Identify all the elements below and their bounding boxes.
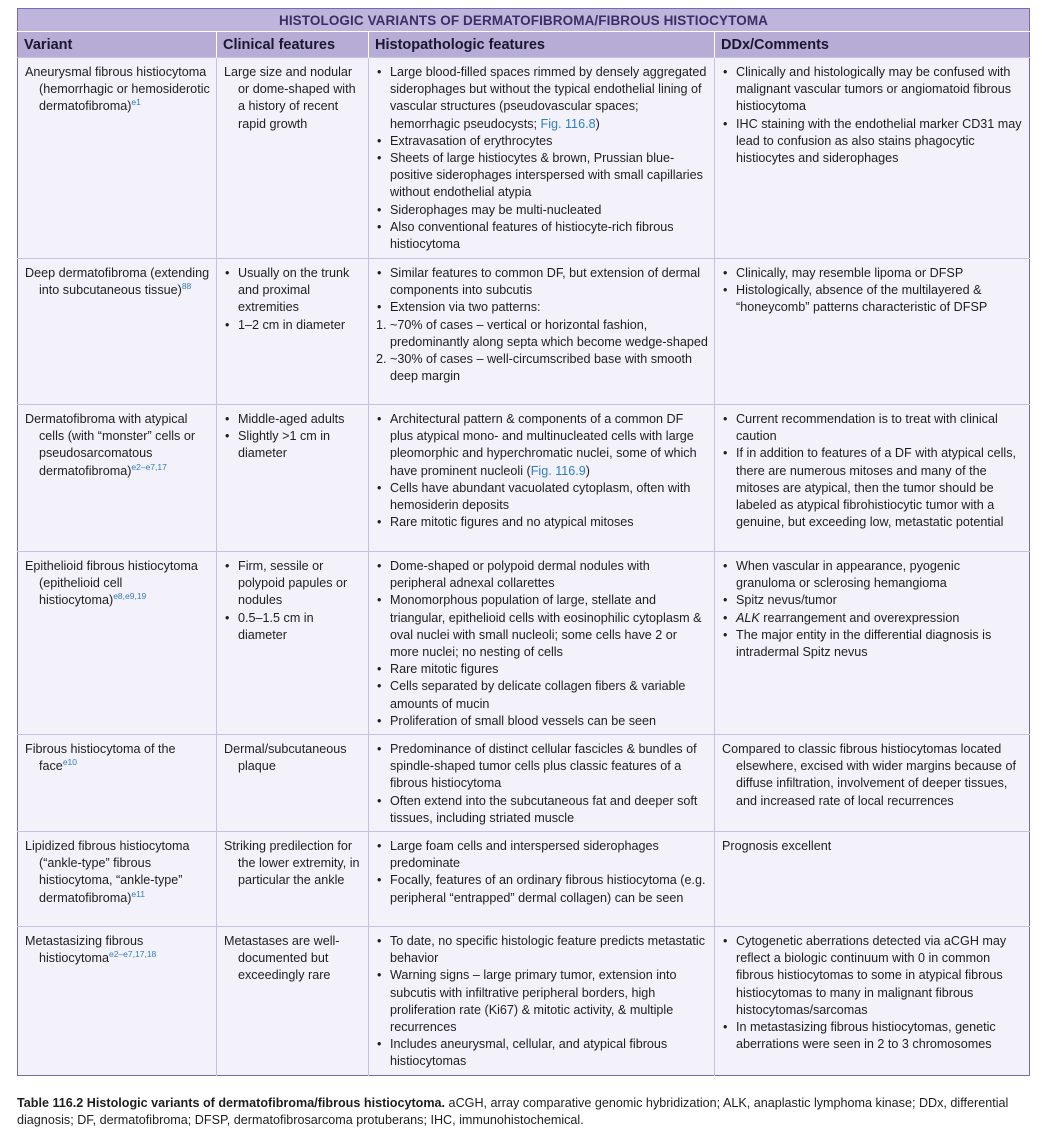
list-item: • Extravasation of erythrocytes	[376, 133, 708, 150]
bullet-list	[722, 558, 1023, 661]
bullet-list	[376, 411, 708, 531]
bullet-list	[376, 933, 708, 1071]
list-item: • Cells separated by delicate collagen fibers & variable amounts of mucin	[376, 678, 708, 712]
ddx-cell	[715, 552, 1030, 735]
list-item: • Siderophages may be multi-nucleated	[376, 202, 708, 219]
ddx-cell	[715, 927, 1030, 1076]
list-item: • Extension via two patterns:	[376, 299, 708, 316]
list-item: • 1–2 cm in diameter	[224, 317, 362, 334]
list-item: • IHC staining with the endothelial marker CD31 may lead to confusion as also stains phagocytic histiocytes and siderophages	[722, 116, 1023, 168]
list-item: • In metastasizing fibrous histiocytomas, genetic aberrations were seen in 2 to 3 chromosomes	[722, 1019, 1023, 1053]
ddx-cell	[715, 58, 1030, 259]
ddx-cell: Prognosis excellent	[715, 832, 1030, 927]
list-item: • Current recommendation is to treat with clinical caution	[722, 411, 1023, 445]
list-item: • Cells have abundant vacuolated cytoplasm, often with hemosiderin deposits	[376, 480, 708, 514]
list-item: • Monomorphous population of large, stellate and triangular, epithelioid cells with eosinophilic cytoplasm & oval nuclei with small nucleoli; some cells have 2 or more nuclei; no nesting of cells	[376, 592, 708, 661]
list-item: • Focally, features of an ordinary fibrous histiocytoma (e.g. peripheral “entrapped” dermal collagen) can be seen	[376, 872, 708, 906]
table-row	[18, 735, 1030, 832]
list-item: • Clinically and histologically may be confused with malignant vascular tumors or angiomatoid fibrous histiocytoma	[722, 64, 1023, 116]
table-title: HISTOLOGIC VARIANTS OF DERMATOFIBROMA/FIBROUS HISTIOCYTOMA	[18, 9, 1030, 32]
table-container	[17, 8, 1029, 1076]
table-row	[18, 927, 1030, 1076]
reference-superscript: e10	[62, 757, 77, 768]
clinical-cell	[217, 405, 369, 552]
bullet-list	[224, 558, 362, 644]
bullet-list	[224, 265, 362, 334]
bullet-list	[224, 411, 362, 463]
reference-superscript: 88	[181, 281, 192, 292]
header-ddx: DDx/Comments	[715, 32, 1030, 58]
ddx-cell: Compared to classic fibrous histiocytomas located elsewhere, excised with wider margins because of diffuse infiltration, involvement of deeper tissues, and increased rate of local recurrences	[715, 735, 1030, 832]
bullet-list	[376, 265, 708, 317]
table-row	[18, 58, 1030, 259]
list-item: • Similar features to common DF, but extension of dermal components into subcutis	[376, 265, 708, 299]
list-item: • Slightly >1 cm in diameter	[224, 428, 362, 462]
list-item: • Large blood-filled spaces rimmed by densely aggregated siderophages but without the typical endothelial lining of vascular structures (pseudovascular spaces; hemorrhagic pseudocysts; Fig. 116.8)	[376, 64, 708, 133]
figure-link[interactable]: Fig. 116.8	[540, 116, 596, 131]
bullet-list	[376, 64, 708, 253]
list-item: • 0.5–1.5 cm in diameter	[224, 610, 362, 644]
clinical-cell: Large size and nodular or dome-shaped with a history of recent rapid growth	[217, 58, 369, 259]
header-histopathologic: Histopathologic features	[369, 32, 715, 58]
list-item: • Dome-shaped or polypoid dermal nodules with peripheral adnexal collarettes	[376, 558, 708, 592]
list-item: • Cytogenetic aberrations detected via aCGH may reflect a biologic continuum with 0 in common fibrous histiocytomas to some in atypical fibrous histiocytomas to many in malignant fibrous histocytomas/sarcomas	[722, 933, 1023, 1019]
list-item: • Clinically, may resemble lipoma or DFSP	[722, 265, 1023, 282]
clinical-cell	[217, 259, 369, 405]
bullet-list	[722, 64, 1023, 167]
list-item: • Usually on the trunk and proximal extremities	[224, 265, 362, 317]
histopathologic-cell	[369, 552, 715, 735]
header-row	[18, 32, 1030, 58]
ddx-cell	[715, 405, 1030, 552]
list-item: • Often extend into the subcutaneous fat and deeper soft tissues, including striated muscle	[376, 793, 708, 827]
list-item: • The major entity in the differential diagnosis is intradermal Spitz nevus	[722, 627, 1023, 661]
list-item: • ALK rearrangement and overexpression	[722, 610, 1023, 627]
caption-text: aCGH, array comparative genomic hybridization; ALK, anaplastic lymphoma kinase; DDx, differential diagnosis; DF, dermatofibroma; DFSP, dermatofibrosarcoma protuberans; IHC, immunohistochemical.	[17, 1096, 1009, 1127]
numbered-list	[376, 317, 708, 386]
clinical-cell: Metastases are well-documented but exceedingly rare	[217, 927, 369, 1076]
variant-cell: Deep dermatofibroma (extending into subcutaneous tissue)$^{88}$	[25, 266, 210, 298]
list-item: • Sheets of large histiocytes & brown, Prussian blue-positive siderophages interspersed with small capillaries without endothelial atypia	[376, 150, 708, 202]
bullet-list	[376, 741, 708, 827]
list-item: 1. ~70% of cases – vertical or horizontal fashion, predominantly along septa which become wedge-shaped	[376, 317, 708, 351]
table-row	[18, 259, 1030, 405]
header-variant: Variant	[18, 32, 217, 58]
bullet-list	[722, 933, 1023, 1053]
variant-cell: Aneurysmal fibrous histiocytoma (hemorrhagic or hemosiderotic dermatofibroma)$^{e1}$	[25, 65, 210, 114]
list-item: • Firm, sessile or polypoid papules or nodules	[224, 558, 362, 610]
reference-superscript: e2–e7,17,18	[109, 949, 157, 960]
list-item: • Histologically, absence of the multilayered & “honeycomb” patterns characteristic of DFSP	[722, 282, 1023, 316]
histopathologic-cell	[369, 735, 715, 832]
histopathologic-cell	[369, 58, 715, 259]
list-item: • If in addition to features of a DF with atypical cells, there are numerous mitoses and many of the mitoses are atypical, then the tumor should be labeled as atypical fibrohistiocytic tumor with a genuine, but exceeding low, metastatic potential	[722, 445, 1023, 531]
histopathologic-cell	[369, 832, 715, 927]
table-row	[18, 832, 1030, 927]
list-item: • Warning signs – large primary tumor, extension into subcutis with infiltrative peripheral borders, high proliferation rate (Ki67) & mitotic activity, & multiple recurrences	[376, 967, 708, 1036]
ddx-cell	[715, 259, 1030, 405]
variant-cell: Metastasizing fibrous histiocytoma$^{e2-e7,17,18}$	[25, 934, 157, 966]
header-clinical: Clinical features	[217, 32, 369, 58]
table-row	[18, 552, 1030, 735]
variant-cell: Lipidized fibrous histiocytoma (“ankle-type” fibrous histiocytoma, “ankle-type” dermatofibroma)$^{e11}$	[25, 839, 190, 905]
bullet-list	[722, 265, 1023, 317]
list-item: • Rare mitotic figures and no atypical mitoses	[376, 514, 708, 531]
list-item: • Proliferation of small blood vessels can be seen	[376, 713, 708, 730]
list-item: • Also conventional features of histiocyte-rich fibrous histiocytoma	[376, 219, 708, 253]
bullet-list	[722, 411, 1023, 531]
bullet-list	[376, 558, 708, 730]
list-item: • Large foam cells and interspersed siderophages predominate	[376, 838, 708, 872]
list-item: • Rare mitotic figures	[376, 661, 708, 678]
variant-cell: Fibrous histiocytoma of the face$^{e10}$	[25, 742, 176, 774]
list-item: • Includes aneurysmal, cellular, and atypical fibrous histiocytomas	[376, 1036, 708, 1070]
variant-cell: Dermatofibroma with atypical cells (with “monster” cells or pseudosarcomatous dermatofibroma)$^{e2-e7,17}$	[25, 412, 196, 478]
list-item: • To date, no specific histologic feature predicts metastatic behavior	[376, 933, 708, 967]
clinical-cell	[217, 552, 369, 735]
reference-superscript: e8,e9,19	[113, 591, 147, 602]
list-item: • Architectural pattern & components of a common DF plus atypical mono- and multinucleated cells with large pleomorphic and hyperchromatic nuclei, some of which have prominent nucleoli (Fig. 116.9)	[376, 411, 708, 480]
reference-superscript: e11	[131, 888, 145, 899]
table-title-row	[18, 9, 1030, 32]
reference-superscript: e1	[131, 97, 141, 108]
variants-table	[17, 8, 1030, 1076]
variant-cell: Epithelioid fibrous histiocytoma (epithelioid cell histiocytoma)$^{e8,e9,19}$	[25, 559, 198, 608]
list-item: • Predominance of distinct cellular fascicles & bundles of spindle-shaped tumor cells plus classic features of a fibrous histiocytoma	[376, 741, 708, 793]
list-item: • Spitz nevus/tumor	[722, 592, 1023, 609]
caption-label: Table 116.2 Histologic variants of dermatofibroma/fibrous histiocytoma.	[17, 1096, 446, 1110]
table-caption	[17, 1095, 1032, 1129]
histopathologic-cell	[369, 927, 715, 1076]
list-item: 2. ~30% of cases – well-circumscribed base with smooth deep margin	[376, 351, 708, 385]
clinical-cell: Dermal/subcutaneous plaque	[217, 735, 369, 832]
clinical-cell: Striking predilection for the lower extremity, in particular the ankle	[217, 832, 369, 927]
bullet-list	[376, 838, 708, 907]
histopathologic-cell	[369, 405, 715, 552]
reference-superscript: e2–e7,17	[131, 461, 167, 472]
figure-link[interactable]: Fig. 116.9	[530, 463, 586, 478]
list-item: • When vascular in appearance, pyogenic granuloma or sclerosing hemangioma	[722, 558, 1023, 592]
table-row	[18, 405, 1030, 552]
histopathologic-cell	[369, 259, 715, 405]
list-item: • Middle-aged adults	[224, 411, 362, 428]
